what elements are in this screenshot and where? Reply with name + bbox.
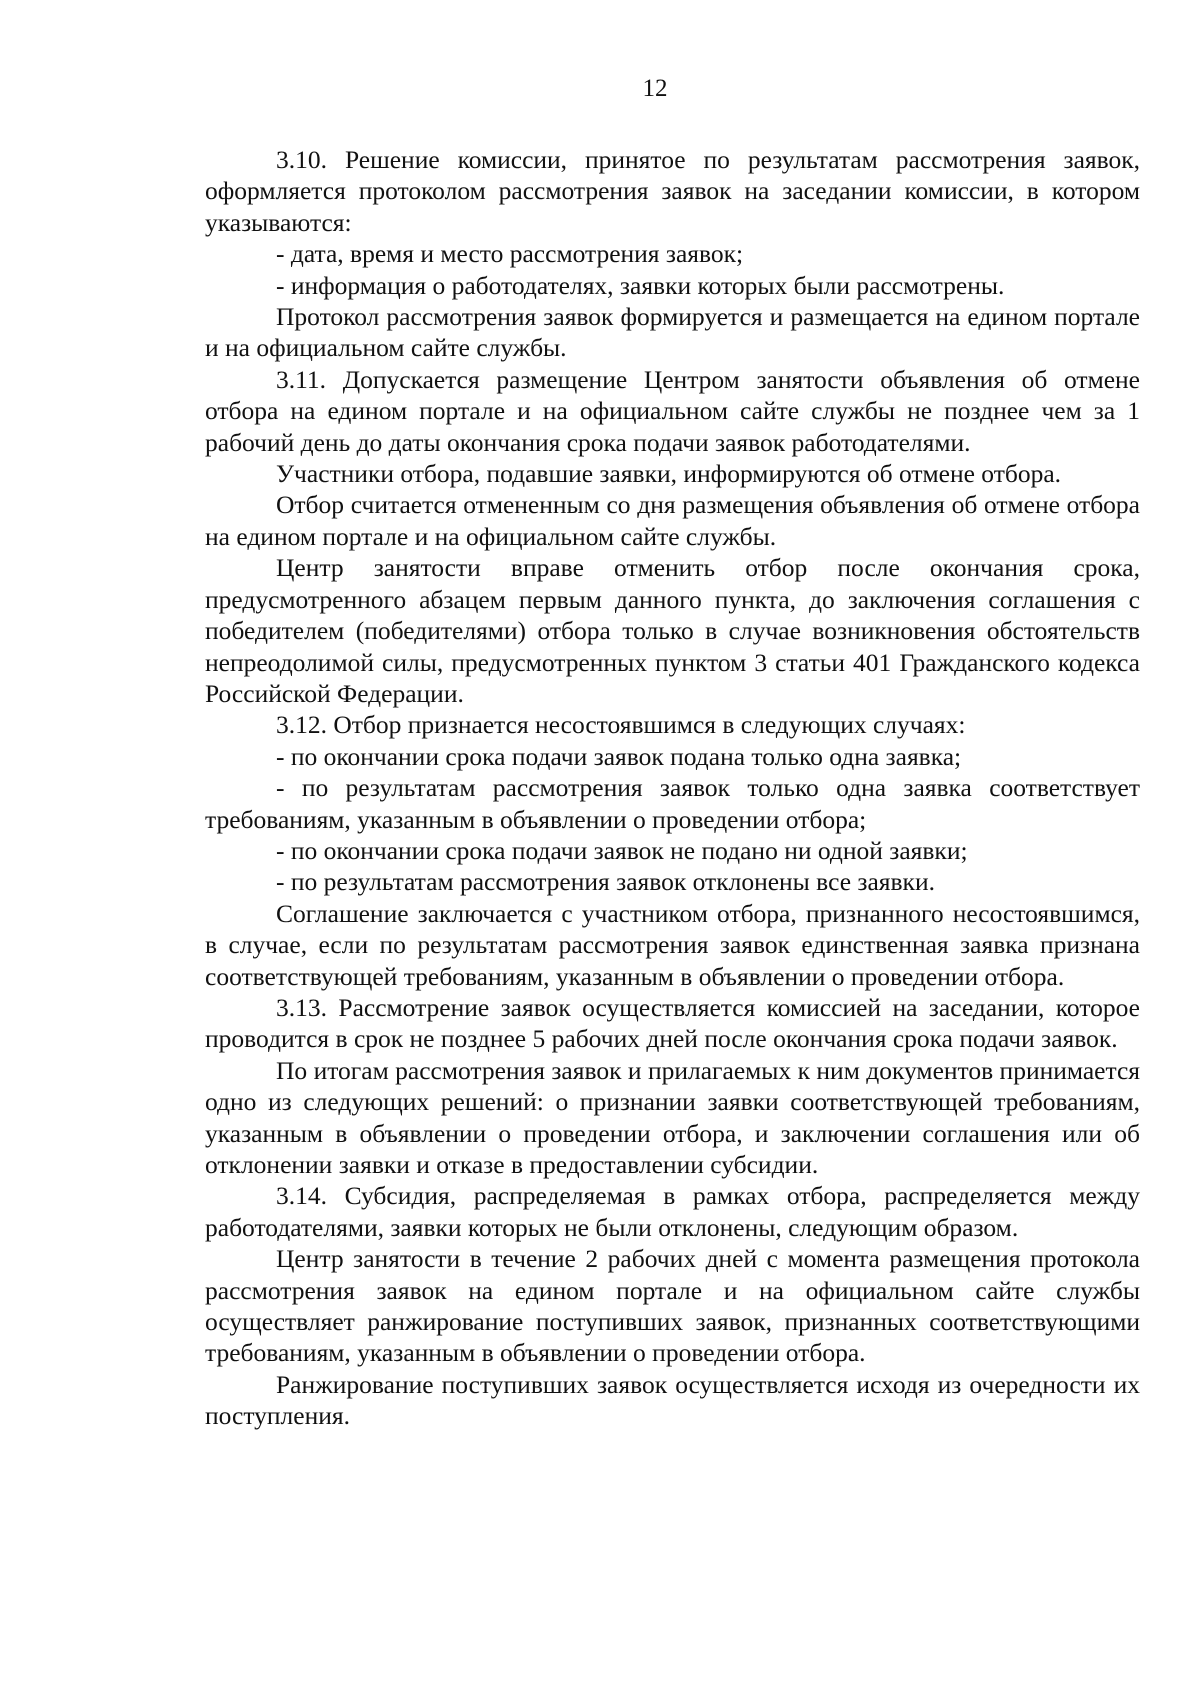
paragraph: Ранжирование поступивших заявок осуществляется исходя из очередности их поступления. — [205, 1369, 1140, 1431]
list-item: - по результатам рассмотрения заявок только одна заявка соответствует требованиям, указанным в объявлении о проведении отбора; — [205, 773, 1140, 834]
paragraph: Центр занятости в течение 2 рабочих дней с момента размещения протокола рассмотрения заявок на едином портале и на официальном сайте службы осуществляет ранжирование поступивших заявок, признанных соответствующими требованиям, указанным в объявлении о проведении отбора. — [205, 1244, 1140, 1368]
list-item: - по результатам рассмотрения заявок отклонены все заявки. — [276, 867, 935, 897]
paragraph: Участники отбора, подавшие заявки, информируются об отмене отбора. — [276, 459, 1062, 489]
list-item: - по окончании срока подачи заявок не подано ни одной заявки; — [276, 835, 968, 865]
list-item: - дата, время и место рассмотрения заявок; — [276, 239, 744, 269]
paragraph-3-12: 3.12. Отбор признается несостоявшимся в следующих случаях: — [276, 710, 966, 740]
paragraph: По итогам рассмотрения заявок и прилагаемых к ним документов принимается одно из следующих решений: о признании заявки соответствующей требованиям, указанным в объявлении о проведении отбора, и заключении соглашения или об отклонении заявки и отказе в предоставлении субсидии. — [205, 1055, 1140, 1179]
paragraph: Отбор считается отмененным со дня размещения объявления об отмене отбора на едином портале и на официальном сайте службы. — [205, 490, 1140, 551]
paragraph-3-14: 3.14. Субсидия, распределяемая в рамках отбора, распределяется между работодателями, заявки которых не были отклонены, следующим образом. — [205, 1181, 1140, 1242]
paragraph: Центр занятости вправе отменить отбор после окончания срока, предусмотренного абзацем первым данного пункта, до заключения соглашения с победителем (победителями) отбора только в случае возникновения обстоятельств непреодолимой силы, предусмотренных пунктом 3 статьи 401 Гражданского кодекса Российской Федерации. — [205, 553, 1140, 708]
list-item: - информация о работодателях, заявки которых были рассмотрены. — [276, 270, 1005, 300]
list-item: - по окончании срока подачи заявок подана только одна заявка; — [276, 741, 962, 771]
page-number: 12 — [642, 75, 668, 102]
paragraph-3-11: 3.11. Допускается размещение Центром занятости объявления об отмене отбора на едином портале и на официальном сайте службы не позднее чем за 1 рабочий день до даты окончания срока подачи заявок работодателями. — [205, 364, 1140, 457]
paragraph: Соглашение заключается с участником отбора, признанного несостоявшимся, в случае, если по результатам рассмотрения заявок единственная заявка признана соответствующей требованиям, указанным в объявлении о проведении отбора. — [205, 898, 1140, 991]
document-body — [205, 144, 1140, 1432]
paragraph-3-10: 3.10. Решение комиссии, принятое по результатам рассмотрения заявок, оформляется протоколом рассмотрения заявок на заседании комиссии, в котором указываются: — [205, 145, 1140, 237]
paragraph: Протокол рассмотрения заявок формируется и размещается на едином портале и на официальном сайте службы. — [205, 302, 1140, 363]
paragraph-3-13: 3.13. Рассмотрение заявок осуществляется комиссией на заседании, которое проводится в срок не позднее 5 рабочих дней после окончания срока подачи заявок. — [205, 992, 1140, 1054]
